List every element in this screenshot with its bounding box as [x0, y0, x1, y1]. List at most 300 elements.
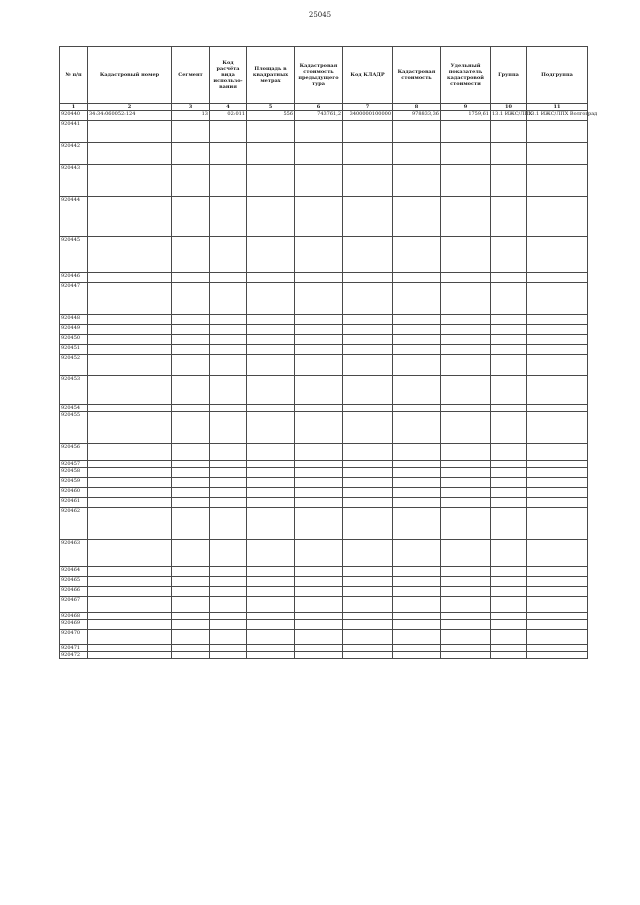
- previous-value-cell: [295, 597, 343, 613]
- column-number: 1: [60, 104, 88, 111]
- subgroup-cell: [527, 645, 588, 652]
- segment-cell: [172, 121, 210, 143]
- row-id-cell: 920451: [60, 345, 88, 355]
- usage-code-cell: [210, 488, 247, 498]
- subgroup-cell: [527, 461, 588, 468]
- row-id-cell: 920447: [60, 283, 88, 315]
- area-cell: 556: [247, 111, 295, 121]
- previous-value-cell: [295, 488, 343, 498]
- segment-cell: [172, 630, 210, 645]
- cadastral-number-cell: [88, 237, 172, 273]
- kladr-code-cell: [343, 121, 393, 143]
- subgroup-cell: [527, 345, 588, 355]
- cadastral-number-cell: [88, 508, 172, 540]
- cadastral-number-cell: [88, 645, 172, 652]
- group-cell: [491, 652, 527, 659]
- cadastral-value-cell: [393, 335, 441, 345]
- segment-cell: [172, 488, 210, 498]
- group-cell: [491, 540, 527, 567]
- kladr-code-cell: [343, 197, 393, 237]
- row-id-cell: 920445: [60, 237, 88, 273]
- group-cell: [491, 273, 527, 283]
- table-row: [60, 508, 588, 540]
- kladr-code-cell: [343, 587, 393, 597]
- previous-value-cell: [295, 587, 343, 597]
- kladr-code-cell: [343, 540, 393, 567]
- area-cell: [247, 540, 295, 567]
- subgroup-cell: [527, 620, 588, 630]
- table-row: [60, 645, 588, 652]
- usage-code-cell: [210, 630, 247, 645]
- area-cell: [247, 652, 295, 659]
- column-number: 10: [491, 104, 527, 111]
- specific-index-cell: [441, 405, 491, 412]
- column-number: 6: [295, 104, 343, 111]
- group-cell: [491, 335, 527, 345]
- table-row: [60, 405, 588, 412]
- cadastral-value-cell: 978833,36: [393, 111, 441, 121]
- area-cell: [247, 461, 295, 468]
- usage-code-cell: [210, 478, 247, 488]
- cadastral-value-cell: [393, 315, 441, 325]
- kladr-code-cell: [343, 508, 393, 540]
- previous-value-cell: [295, 273, 343, 283]
- table-row: [60, 577, 588, 587]
- usage-code-cell: [210, 620, 247, 630]
- table-row: [60, 587, 588, 597]
- area-cell: [247, 508, 295, 540]
- row-id-cell: 920459: [60, 478, 88, 488]
- usage-code-cell: [210, 508, 247, 540]
- kladr-code-cell: [343, 652, 393, 659]
- column-number: 8: [393, 104, 441, 111]
- row-id-cell: 920466: [60, 587, 88, 597]
- group-cell: [491, 597, 527, 613]
- subgroup-cell: [527, 283, 588, 315]
- column-number: 4: [210, 104, 247, 111]
- segment-cell: [172, 376, 210, 405]
- column-number: 9: [441, 104, 491, 111]
- cadastral-number-cell: [88, 468, 172, 478]
- kladr-code-cell: [343, 345, 393, 355]
- kladr-code-cell: [343, 597, 393, 613]
- group-cell: [491, 143, 527, 165]
- cadastral-number-cell: [88, 620, 172, 630]
- subgroup-cell: [527, 597, 588, 613]
- column-number: 2: [88, 104, 172, 111]
- row-id-cell: 920458: [60, 468, 88, 478]
- kladr-code-cell: [343, 620, 393, 630]
- specific-index-cell: [441, 165, 491, 197]
- specific-index-cell: [441, 412, 491, 444]
- kladr-code-cell: [343, 613, 393, 620]
- kladr-code-cell: [343, 405, 393, 412]
- area-cell: [247, 444, 295, 461]
- usage-code-cell: [210, 121, 247, 143]
- area-cell: [247, 468, 295, 478]
- cadastral-value-cell: [393, 613, 441, 620]
- subgroup-cell: [527, 577, 588, 587]
- area-cell: [247, 478, 295, 488]
- group-cell: [491, 444, 527, 461]
- subgroup-cell: [527, 468, 588, 478]
- previous-value-cell: [295, 652, 343, 659]
- usage-code-cell: [210, 444, 247, 461]
- area-cell: [247, 405, 295, 412]
- cadastral-value-cell: [393, 540, 441, 567]
- specific-index-cell: [441, 645, 491, 652]
- segment-cell: [172, 444, 210, 461]
- kladr-code-cell: [343, 488, 393, 498]
- cadastral-value-cell: [393, 488, 441, 498]
- segment-cell: [172, 498, 210, 508]
- group-cell: [491, 345, 527, 355]
- cadastral-value-cell: [393, 478, 441, 488]
- column-header: Удельный показатель кадастровой стоимости: [441, 47, 491, 104]
- table-row: [60, 335, 588, 345]
- table-row: [60, 165, 588, 197]
- segment-cell: [172, 165, 210, 197]
- specific-index-cell: [441, 273, 491, 283]
- area-cell: [247, 376, 295, 405]
- usage-code-cell: [210, 652, 247, 659]
- column-header: Кадастровая стоимость предыдущего тура: [295, 47, 343, 104]
- row-id-cell: 920470: [60, 630, 88, 645]
- cadastral-value-cell: [393, 165, 441, 197]
- kladr-code-cell: [343, 376, 393, 405]
- usage-code-cell: [210, 645, 247, 652]
- cadastral-number-cell: [88, 412, 172, 444]
- row-id-cell: 920441: [60, 121, 88, 143]
- specific-index-cell: [441, 498, 491, 508]
- specific-index-cell: [441, 630, 491, 645]
- usage-code-cell: [210, 355, 247, 376]
- cadastral-number-cell: [88, 540, 172, 567]
- row-id-cell: 920465: [60, 577, 88, 587]
- cadastral-value-table: [59, 46, 598, 659]
- segment-cell: [172, 273, 210, 283]
- group-cell: [491, 645, 527, 652]
- cadastral-number-cell: [88, 376, 172, 405]
- specific-index-cell: [441, 355, 491, 376]
- row-id-cell: 920471: [60, 645, 88, 652]
- area-cell: [247, 335, 295, 345]
- kladr-code-cell: [343, 143, 393, 165]
- row-id-cell: 920442: [60, 143, 88, 165]
- cadastral-value-cell: [393, 577, 441, 587]
- table-row: [60, 355, 588, 376]
- table-row: [60, 498, 588, 508]
- area-cell: [247, 567, 295, 577]
- segment-cell: [172, 355, 210, 376]
- cadastral-value-cell: [393, 325, 441, 335]
- cadastral-value-cell: [393, 630, 441, 645]
- area-cell: [247, 355, 295, 376]
- cadastral-value-cell: [393, 121, 441, 143]
- previous-value-cell: [295, 567, 343, 577]
- table-row: [60, 325, 588, 335]
- segment-cell: [172, 652, 210, 659]
- usage-code-cell: [210, 325, 247, 335]
- row-id-cell: 920446: [60, 273, 88, 283]
- previous-value-cell: [295, 498, 343, 508]
- usage-code-cell: [210, 405, 247, 412]
- segment-cell: [172, 315, 210, 325]
- table-row: [60, 111, 588, 121]
- previous-value-cell: [295, 315, 343, 325]
- cadastral-number-cell: [88, 335, 172, 345]
- specific-index-cell: [441, 376, 491, 405]
- usage-code-cell: [210, 143, 247, 165]
- specific-index-cell: [441, 468, 491, 478]
- cadastral-value-cell: [393, 498, 441, 508]
- subgroup-cell: [527, 197, 588, 237]
- previous-value-cell: [295, 376, 343, 405]
- subgroup-cell: [527, 488, 588, 498]
- previous-value-cell: [295, 508, 343, 540]
- table-row: [60, 237, 588, 273]
- group-cell: [491, 468, 527, 478]
- cadastral-number-cell: [88, 567, 172, 577]
- group-cell: [491, 630, 527, 645]
- group-cell: [491, 355, 527, 376]
- segment-cell: [172, 237, 210, 273]
- specific-index-cell: [441, 620, 491, 630]
- cadastral-number-cell: [88, 488, 172, 498]
- cadastral-number-cell: [88, 577, 172, 587]
- previous-value-cell: [295, 540, 343, 567]
- subgroup-cell: [527, 405, 588, 412]
- usage-code-cell: [210, 540, 247, 567]
- kladr-code-cell: [343, 315, 393, 325]
- column-header: Площадь в квадратных метрах: [247, 47, 295, 104]
- area-cell: [247, 165, 295, 197]
- table-row: [60, 488, 588, 498]
- cadastral-number-cell: [88, 273, 172, 283]
- subgroup-cell: [527, 652, 588, 659]
- table-row: [60, 597, 588, 613]
- segment-cell: [172, 613, 210, 620]
- segment-cell: [172, 461, 210, 468]
- row-id-cell: 920472: [60, 652, 88, 659]
- column-number: 3: [172, 104, 210, 111]
- usage-code-cell: [210, 237, 247, 273]
- area-cell: [247, 645, 295, 652]
- specific-index-cell: [441, 237, 491, 273]
- cadastral-number-cell: [88, 478, 172, 488]
- group-cell: [491, 405, 527, 412]
- usage-code-cell: [210, 412, 247, 444]
- area-cell: [247, 273, 295, 283]
- kladr-code-cell: [343, 444, 393, 461]
- previous-value-cell: [295, 577, 343, 587]
- kladr-code-cell: [343, 325, 393, 335]
- group-cell: [491, 325, 527, 335]
- previous-value-cell: [295, 645, 343, 652]
- specific-index-cell: [441, 325, 491, 335]
- table-row: [60, 283, 588, 315]
- table-row: [60, 540, 588, 567]
- row-id-cell: 920455: [60, 412, 88, 444]
- specific-index-cell: [441, 577, 491, 587]
- previous-value-cell: [295, 345, 343, 355]
- kladr-code-cell: [343, 577, 393, 587]
- table-row: [60, 376, 588, 405]
- table-row: [60, 444, 588, 461]
- cadastral-value-cell: [393, 355, 441, 376]
- specific-index-cell: 1759,61: [441, 111, 491, 121]
- kladr-code-cell: [343, 478, 393, 488]
- table-row: [60, 652, 588, 659]
- group-cell: [491, 508, 527, 540]
- row-id-cell: 920457: [60, 461, 88, 468]
- row-id-cell: 920456: [60, 444, 88, 461]
- segment-cell: [172, 645, 210, 652]
- cadastral-value-cell: [393, 508, 441, 540]
- group-cell: [491, 283, 527, 315]
- segment-cell: [172, 620, 210, 630]
- cadastral-value-cell: [393, 461, 441, 468]
- specific-index-cell: [441, 444, 491, 461]
- column-number-row: [60, 104, 588, 111]
- column-header: Код КЛАДР: [343, 47, 393, 104]
- area-cell: [247, 498, 295, 508]
- previous-value-cell: [295, 143, 343, 165]
- subgroup-cell: [527, 237, 588, 273]
- column-header: Сегмент: [172, 47, 210, 104]
- table-row: [60, 478, 588, 488]
- row-id-cell: 920443: [60, 165, 88, 197]
- row-id-cell: 920462: [60, 508, 88, 540]
- area-cell: [247, 620, 295, 630]
- segment-cell: [172, 478, 210, 488]
- group-cell: [491, 620, 527, 630]
- subgroup-cell: 13.1 ИЖС/ЛПХ Волгоград: [527, 111, 588, 121]
- cadastral-number-cell: [88, 630, 172, 645]
- area-cell: [247, 412, 295, 444]
- subgroup-cell: [527, 355, 588, 376]
- table-row: [60, 630, 588, 645]
- cadastral-value-cell: [393, 143, 441, 165]
- segment-cell: [172, 577, 210, 587]
- cadastral-value-cell: [393, 620, 441, 630]
- table-row: [60, 273, 588, 283]
- segment-cell: [172, 345, 210, 355]
- column-header: Код расчёта вида использо-вания: [210, 47, 247, 104]
- area-cell: [247, 613, 295, 620]
- specific-index-cell: [441, 197, 491, 237]
- subgroup-cell: [527, 587, 588, 597]
- column-header: Группа: [491, 47, 527, 104]
- row-id-cell: 920444: [60, 197, 88, 237]
- segment-cell: [172, 468, 210, 478]
- subgroup-cell: [527, 444, 588, 461]
- kladr-code-cell: [343, 468, 393, 478]
- row-id-cell: 920453: [60, 376, 88, 405]
- specific-index-cell: [441, 540, 491, 567]
- kladr-code-cell: 3400000100000: [343, 111, 393, 121]
- kladr-code-cell: [343, 165, 393, 197]
- row-id-cell: 920448: [60, 315, 88, 325]
- cadastral-number-cell: [88, 652, 172, 659]
- area-cell: [247, 577, 295, 587]
- segment-cell: [172, 283, 210, 315]
- segment-cell: [172, 335, 210, 345]
- row-id-cell: 920449: [60, 325, 88, 335]
- subgroup-cell: [527, 540, 588, 567]
- specific-index-cell: [441, 345, 491, 355]
- table-row: [60, 315, 588, 325]
- group-cell: [491, 577, 527, 587]
- specific-index-cell: [441, 121, 491, 143]
- usage-code-cell: [210, 498, 247, 508]
- row-id-cell: 920454: [60, 405, 88, 412]
- table-row: [60, 143, 588, 165]
- area-cell: [247, 488, 295, 498]
- previous-value-cell: [295, 325, 343, 335]
- cadastral-value-cell: [393, 237, 441, 273]
- row-id-cell: 920469: [60, 620, 88, 630]
- usage-code-cell: [210, 567, 247, 577]
- column-header: Кадастровый номер: [88, 47, 172, 104]
- previous-value-cell: [295, 478, 343, 488]
- specific-index-cell: [441, 478, 491, 488]
- cadastral-value-cell: [393, 197, 441, 237]
- previous-value-cell: [295, 355, 343, 376]
- cadastral-value-cell: [393, 645, 441, 652]
- column-header: Подгруппа: [527, 47, 588, 104]
- subgroup-cell: [527, 567, 588, 577]
- group-cell: [491, 412, 527, 444]
- usage-code-cell: [210, 468, 247, 478]
- row-id-cell: 920463: [60, 540, 88, 567]
- cadastral-number-cell: [88, 165, 172, 197]
- previous-value-cell: [295, 412, 343, 444]
- table-row: [60, 197, 588, 237]
- cadastral-number-cell: [88, 143, 172, 165]
- subgroup-cell: [527, 508, 588, 540]
- cadastral-value-cell: [393, 273, 441, 283]
- specific-index-cell: [441, 335, 491, 345]
- usage-code-cell: [210, 283, 247, 315]
- segment-cell: [172, 597, 210, 613]
- area-cell: [247, 597, 295, 613]
- cadastral-value-cell: [393, 468, 441, 478]
- specific-index-cell: [441, 488, 491, 498]
- usage-code-cell: [210, 597, 247, 613]
- cadastral-value-cell: [393, 597, 441, 613]
- area-cell: [247, 630, 295, 645]
- segment-cell: [172, 540, 210, 567]
- column-header: Кадастровая стоимость: [393, 47, 441, 104]
- segment-cell: [172, 567, 210, 577]
- specific-index-cell: [441, 597, 491, 613]
- group-cell: [491, 478, 527, 488]
- segment-cell: [172, 325, 210, 335]
- cadastral-value-cell: [393, 345, 441, 355]
- row-id-cell: 920460: [60, 488, 88, 498]
- kladr-code-cell: [343, 630, 393, 645]
- area-cell: [247, 315, 295, 325]
- cadastral-number-cell: [88, 597, 172, 613]
- specific-index-cell: [441, 567, 491, 577]
- previous-value-cell: [295, 468, 343, 478]
- subgroup-cell: [527, 613, 588, 620]
- kladr-code-cell: [343, 273, 393, 283]
- group-cell: 13.1 ИЖС/ЛПХ: [491, 111, 527, 121]
- subgroup-cell: [527, 143, 588, 165]
- specific-index-cell: [441, 283, 491, 315]
